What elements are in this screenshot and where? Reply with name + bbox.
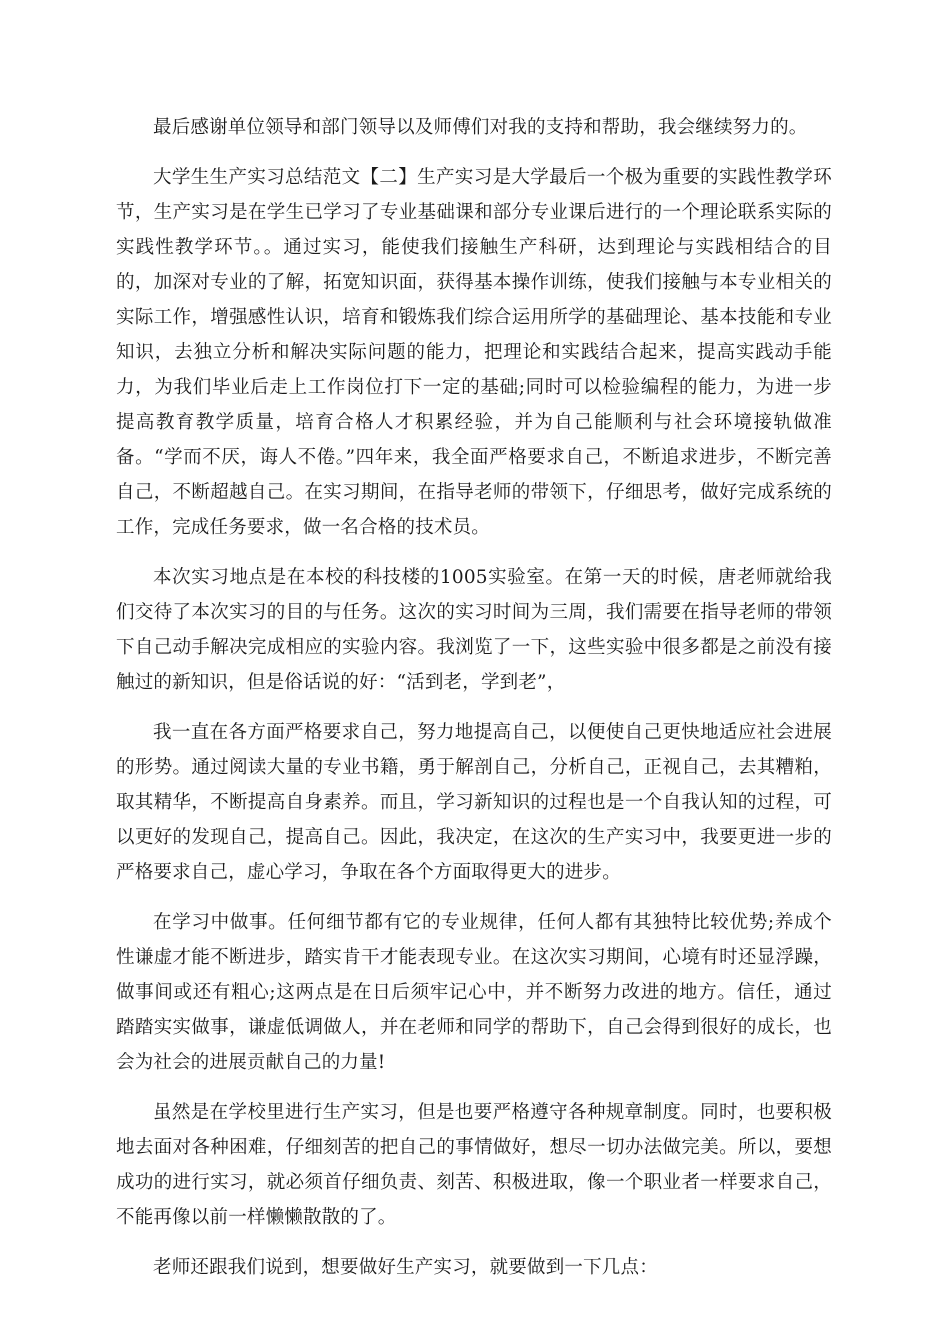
paragraph-internship-location: 本次实习地点是在本校的科技楼的1005实验室。在第一天的时候，唐老师就给我们交待了本次实习的目的与任务。这次的实习时间为三周，我们需要在指导老师的带领下自己动手解决完成相应的实验内容。我浏览了一下，这些实验中很多都是之前没有接触过的新知识，但是俗话说的好：“活到老，学到老”， [116,567,832,693]
paragraph-learning-by-doing: 在学习中做事。任何细节都有它的专业规律，任何人都有其独特比较优势;养成个性谦虚才能不断进步，踏实肯干才能表现专业。在这次实习期间，心境有时还显浮躁，做事间或还有粗心;这两点是在日后须牢记心中，并不断努力改进的地方。信任，通过踏踏实实做事，谦虚低调做人，并在老师和同学的帮助下，自己会得到很好的成长，也会为社会的进展贡献自己的力量! [116,912,832,1073]
paragraph-thanks: 最后感谢单位领导和部门领导以及师傅们对我的支持和帮助，我会继续努力的。 [153,117,808,138]
paragraph-summary-intro: 大学生生产实习总结范文【二】生产实习是大学最后一个极为重要的实践性教学环节，生产实习是在学生已学习了专业基础课和部分专业课后进行的一个理论联系实际的实践性教学环节。。通过实习，能使我们接触生产科研，达到理论与实践相结合的目的，加深对专业的了解，拓宽知识面，获得基本操作训练，使我们接触与本专业相关的实际工作，增强感性认识，培育和锻炼我们综合运用所学的基础理论、基本技能和专业知识，去独立分析和解决实际问题的能力，把理论和实践结合起来，提高实践动手能力，为我们毕业后走上工作岗位打下一定的基础;同时可以检验编程的能力，为进一步提高教育教学质量，培育合格人才积累经验，并为自己能顺利与社会环境接轨做准备。“学而不厌，诲人不倦。”四年来，我全面严格要求自己，不断追求进步，不断完善自己，不断超越自己。在实习期间，在指导老师的带领下，仔细思考，做好完成系统的工作，完成任务要求，做一名合格的技术员。 [116,167,833,538]
paragraph-teacher-points: 老师还跟我们说到，想要做好生产实习，就要做到一下几点： [153,1257,658,1278]
paragraph-self-requirement: 我一直在各方面严格要求自己，努力地提高自己，以便使自己更快地适应社会进展的形势。通过阅读大量的专业书籍，勇于解剖自己，分析自己，正视自己，去其糟粕，取其精华，不断提高自身素养。而且，学习新知识的过程也是一个自我认知的过程，可以更好的发现自己，提高自己。因此，我决定，在这次的生产实习中，我要更进一步的严格要求自己，虚心学习，争取在各个方面取得更大的进步。 [116,722,832,883]
paragraph-rules: 虽然是在学校里进行生产实习，但是也要严格遵守各种规章制度。同时，也要积极地去面对各种困难，仔细刻苦的把自己的事情做好，想尽一切办法做完美。所以，要想成功的进行实习，就必须首仔细负责、刻苦、积极进取，像一个职业者一样要求自己，不能再像以前一样懒懒散散的了。 [116,1102,832,1228]
